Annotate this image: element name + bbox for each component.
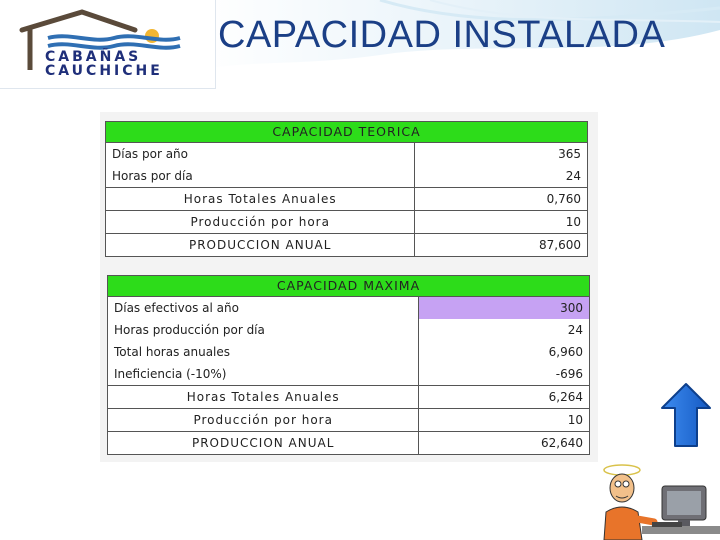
table-row	[108, 363, 590, 386]
table-row	[108, 341, 590, 363]
table-header-row	[108, 276, 590, 297]
table-row	[108, 319, 590, 341]
capacidad-maxima-table	[107, 275, 590, 455]
row-label: Horas por día	[106, 165, 415, 188]
table-row	[106, 143, 588, 166]
table-row	[108, 386, 590, 409]
row-label: Horas Totales Anuales	[108, 386, 419, 409]
table-row	[108, 432, 590, 455]
capacidad-teorica-table	[105, 121, 588, 257]
row-label: Horas Totales Anuales	[106, 188, 415, 211]
logo-text-line1: CABAÑAS	[45, 49, 142, 65]
row-value: 365	[415, 143, 588, 166]
row-value: 24	[419, 319, 590, 341]
page-title: CAPACIDAD INSTALADA	[218, 14, 666, 56]
row-label: Días por año	[106, 143, 415, 166]
table-row	[106, 165, 588, 188]
row-value-highlighted: 300	[419, 297, 590, 320]
company-logo	[0, 0, 216, 89]
table-row	[106, 188, 588, 211]
slide-header	[0, 0, 720, 88]
row-value: -696	[419, 363, 590, 386]
row-label: Total horas anuales	[108, 341, 419, 363]
row-label: Horas producción por día	[108, 319, 419, 341]
row-label: PRODUCCION ANUAL	[108, 432, 419, 455]
row-label: Producción por hora	[106, 211, 415, 234]
row-label: PRODUCCION ANUAL	[106, 234, 415, 257]
table-header: CAPACIDAD MAXIMA	[108, 276, 590, 297]
table-row	[106, 211, 588, 234]
logo-text-line2: CAUCHICHE	[45, 63, 163, 79]
table-header: CAPACIDAD TEORICA	[106, 122, 588, 143]
person-at-computer-icon	[592, 456, 720, 540]
table-header-row	[106, 122, 588, 143]
row-label: Días efectivos al año	[108, 297, 419, 320]
table-row	[108, 409, 590, 432]
row-value: 24	[415, 165, 588, 188]
row-value: 87,600	[415, 234, 588, 257]
row-value: 6,960	[419, 341, 590, 363]
row-value: 62,640	[419, 432, 590, 455]
row-value: 10	[419, 409, 590, 432]
up-arrow-icon[interactable]	[660, 382, 712, 448]
row-label: Ineficiencia (-10%)	[108, 363, 419, 386]
table-row	[108, 297, 590, 320]
row-value: 0,760	[415, 188, 588, 211]
row-label: Producción por hora	[108, 409, 419, 432]
row-value: 10	[415, 211, 588, 234]
table-row	[106, 234, 588, 257]
row-value: 6,264	[419, 386, 590, 409]
